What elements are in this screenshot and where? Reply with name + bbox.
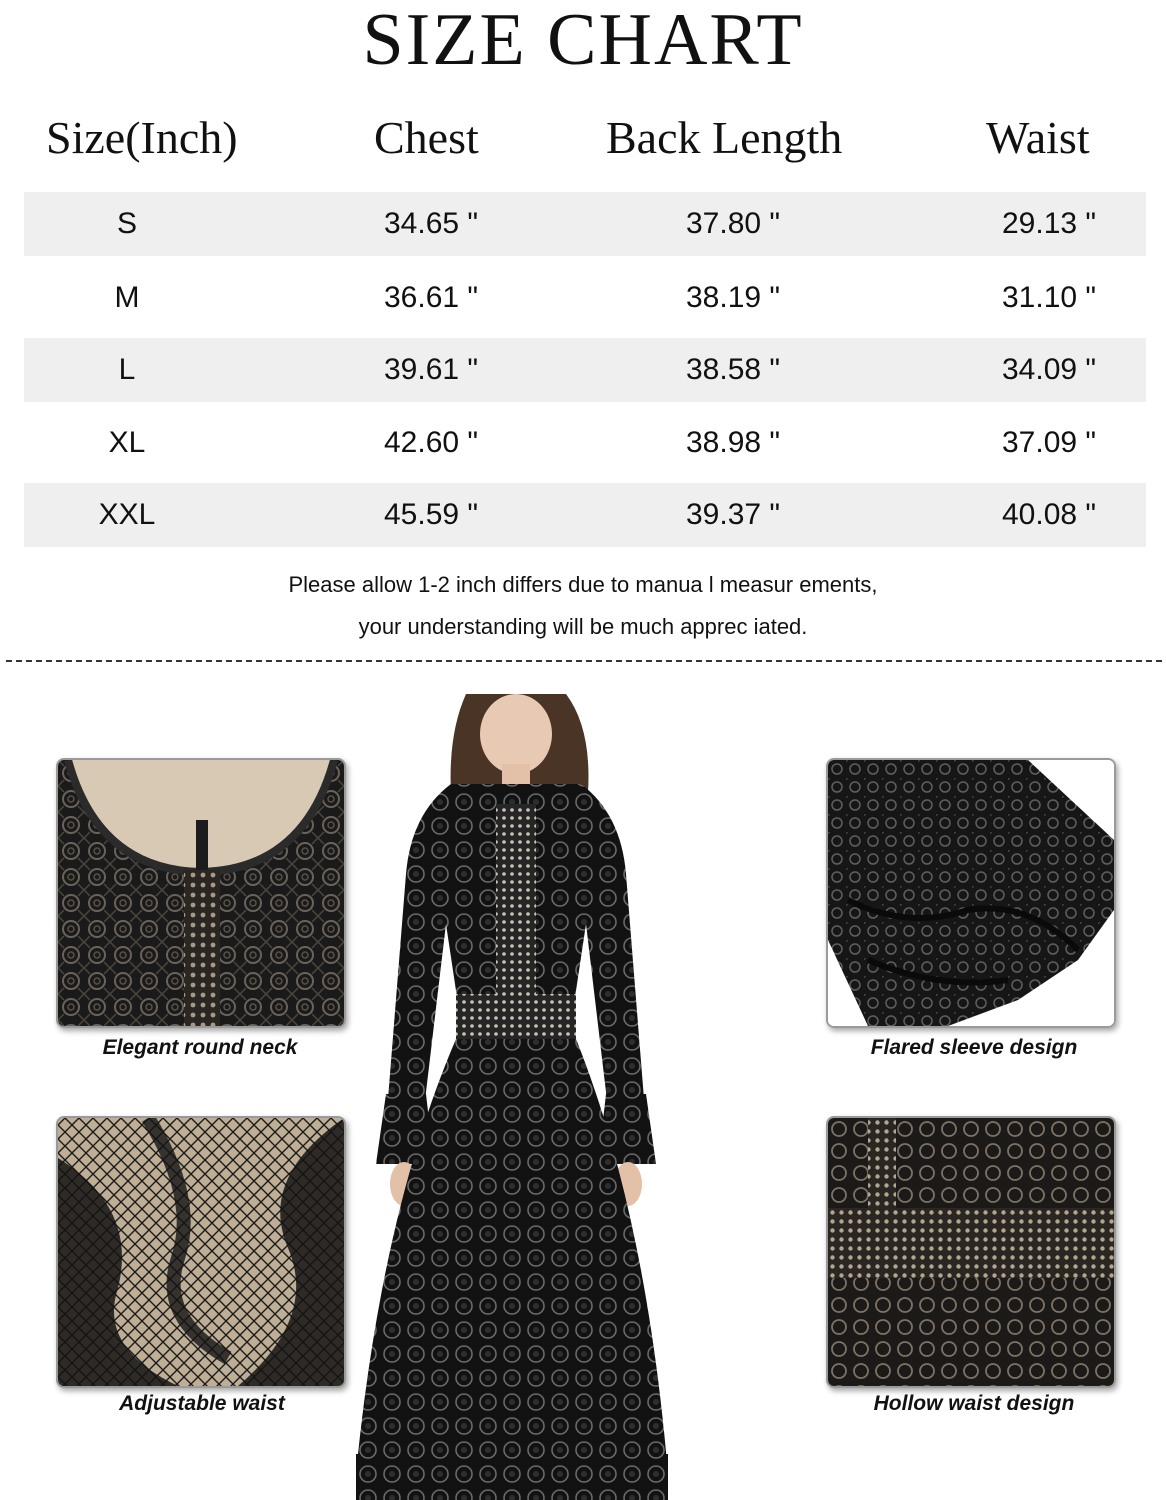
size-chart-title: SIZE CHART <box>362 0 804 81</box>
size-cell: XL <box>108 426 146 459</box>
chest-cell: 36.61 " <box>384 281 479 314</box>
table-row <box>24 411 1146 475</box>
back-length-cell: 38.98 " <box>686 426 781 459</box>
waist-cell: 40.08 " <box>1002 498 1097 531</box>
waist-cell: 29.13 " <box>1002 207 1097 240</box>
caption-adjustable-waist: Adjustable waist <box>119 1392 285 1415</box>
chest-cell: 39.61 " <box>384 353 479 386</box>
caption-hollow-waist: Hollow waist design <box>873 1392 1075 1415</box>
waist-cell: 31.10 " <box>1002 281 1097 314</box>
round-neck-photo <box>56 758 346 1028</box>
back-length-cell: 38.58 " <box>686 353 781 386</box>
header-size: Size(Inch) <box>46 112 238 163</box>
header-waist: Waist <box>986 112 1090 163</box>
back-length-cell: 38.19 " <box>686 281 781 314</box>
waist-cell: 37.09 " <box>1002 426 1097 459</box>
header-chest: Chest <box>374 112 479 163</box>
size-cell: L <box>118 353 136 386</box>
back-length-cell: 39.37 " <box>686 498 781 531</box>
table-row <box>24 266 1146 330</box>
waist-cell: 34.09 " <box>1002 353 1097 386</box>
measurement-note-line2: your understanding will be much apprec iated. <box>358 614 808 639</box>
chest-cell: 45.59 " <box>384 498 479 531</box>
measurement-note-line1: Please allow 1-2 inch differs due to manua l measur ements, <box>288 572 878 597</box>
dashed-divider <box>6 660 1162 662</box>
caption-round-neck: Elegant round neck <box>102 1036 298 1059</box>
size-cell: XXL <box>98 498 156 531</box>
table-row <box>24 192 1146 256</box>
header-back-length: Back Length <box>606 112 843 163</box>
table-row <box>24 483 1146 547</box>
back-length-cell: 37.80 " <box>686 207 781 240</box>
hollow-waist-photo <box>826 1116 1116 1388</box>
adjustable-waist-photo <box>56 1116 346 1388</box>
size-cell: S <box>116 207 137 240</box>
chest-cell: 42.60 " <box>384 426 479 459</box>
chest-cell: 34.65 " <box>384 207 479 240</box>
table-row <box>24 338 1146 402</box>
flared-sleeve-photo <box>826 758 1116 1028</box>
caption-flared-sleeve: Flared sleeve design <box>870 1036 1078 1059</box>
size-cell: M <box>114 281 140 314</box>
model-dress-photo <box>356 694 668 1500</box>
